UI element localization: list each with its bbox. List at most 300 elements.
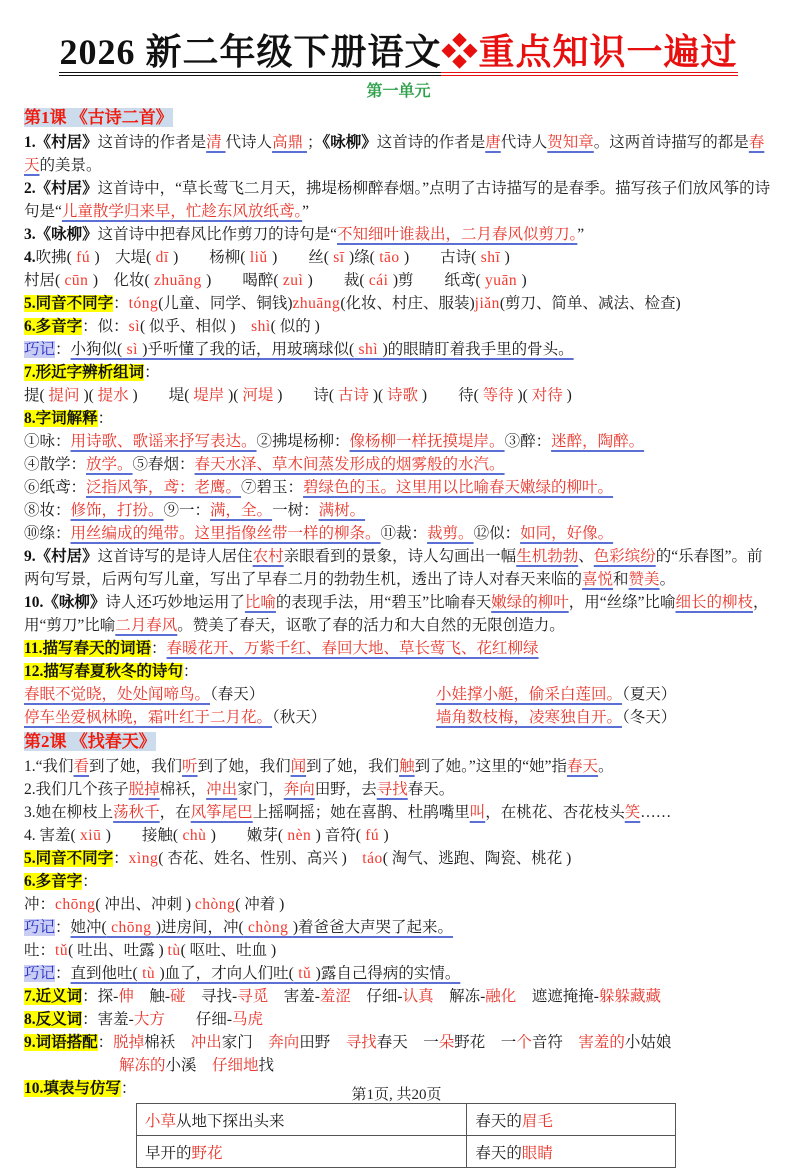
- text-segment: zhuāng: [292, 295, 341, 312]
- text-segment: 诗人还巧妙地运用了: [105, 594, 245, 611]
- table-row: [137, 1104, 676, 1136]
- document-body: [24, 105, 773, 1168]
- text-segment: 吐：: [24, 942, 56, 959]
- text-segment: ( 杏花、姓名、性别、高兴 ): [158, 850, 363, 867]
- text-segment: ): [521, 272, 527, 289]
- text-segment: 3.《咏柳》: [24, 226, 98, 243]
- text-segment: 。这两首诗描写的都是: [593, 134, 749, 151]
- text-segment: shì: [251, 318, 271, 335]
- text-segment: zuì: [278, 272, 308, 289]
- text-segment: 10.填表与仿写: [24, 1080, 121, 1097]
- text-segment: 野花: [191, 1144, 223, 1162]
- lesson-heading: [24, 105, 773, 131]
- text-segment: 风筝尾巴: [190, 804, 253, 821]
- text-segment: 。: [659, 571, 676, 588]
- text-segment: 棉袄: [144, 1034, 191, 1051]
- text-segment: ④散学：: [24, 456, 87, 473]
- text-segment: （秋天）: [272, 709, 327, 726]
- text-segment: 直到他吐(: [70, 965, 138, 982]
- text-segment: ⑧妆：: [24, 502, 71, 519]
- text-segment: dī: [151, 249, 174, 266]
- text-segment: 荡秋千: [113, 804, 160, 821]
- text-line: [24, 637, 773, 660]
- text-segment: ”: [577, 226, 585, 243]
- text-segment: 第1课 《古诗二首》: [24, 108, 173, 127]
- text-line: [24, 683, 773, 706]
- poem-left-column: [24, 706, 436, 729]
- text-segment: ：: [55, 919, 71, 936]
- text-segment: )剪 纸鸢(: [392, 272, 481, 289]
- text-line: [24, 1008, 773, 1031]
- text-segment: 9.词语搭配: [24, 1034, 98, 1051]
- diamond-icon: ❖: [441, 32, 478, 76]
- text-segment: xìng: [128, 850, 159, 867]
- text-segment: 春天: [24, 134, 765, 174]
- text-segment: 闻: [290, 758, 307, 775]
- text-segment: 6.多音字: [24, 873, 83, 890]
- text-segment: (儿童、同学、铜钱): [158, 295, 293, 312]
- text-segment: 的“乐春图”。前两句写景，后两句写儿童，写出了早春二月的勃勃生机，透出了诗人对春天来临的: [24, 548, 763, 588]
- text-segment: 这首诗写的是诗人居住: [97, 548, 253, 565]
- text-segment: 巧记: [24, 919, 56, 936]
- text-segment: 碧绿色的玉。这里用以比喻春天嫩绿的柳叶。: [303, 479, 614, 496]
- text-segment: 脱掉: [113, 1034, 145, 1051]
- text-segment: 2.我们几个孩子: [24, 781, 129, 798]
- text-segment: fú: [360, 827, 384, 844]
- text-line: [24, 985, 773, 1008]
- text-segment: 这首诗中把春风比作剪刀的诗句是“: [97, 226, 338, 243]
- text-segment: ) 喝醉(: [206, 272, 279, 289]
- text-segment: 冲：: [24, 896, 56, 913]
- text-segment: 棉袄，: [159, 781, 207, 798]
- text-line: [24, 870, 773, 893]
- text-segment: 用丝编成的绳带。这里指像丝带一样的柳条。: [70, 525, 381, 542]
- text-segment: ) 大堤(: [94, 249, 152, 266]
- text-line: [24, 430, 773, 453]
- text-segment: 5.同音不同字: [24, 850, 114, 867]
- text-segment: 奔向: [268, 1034, 300, 1051]
- text-segment: ) 待(: [421, 387, 479, 404]
- text-segment: )血了，才向人们吐(: [159, 965, 294, 982]
- text-segment: 6.多音字: [24, 318, 83, 335]
- text-segment: ”: [302, 203, 310, 220]
- text-line: [24, 476, 773, 499]
- text-segment: 放学。: [86, 456, 133, 473]
- text-segment: 眼睛: [521, 1144, 553, 1162]
- text-segment: 8.反义词: [24, 1011, 83, 1028]
- text-segment: )绦(: [348, 249, 375, 266]
- text-segment: 寻找: [376, 781, 408, 798]
- text-segment: 寻找: [345, 1034, 377, 1051]
- text-segment: 家门，: [237, 781, 284, 798]
- text-segment: 躲躲藏藏: [598, 988, 661, 1005]
- text-segment: 细长的柳枝: [675, 594, 753, 611]
- text-segment: 8.字词解释: [24, 410, 98, 427]
- text-segment: 羞涩: [319, 988, 351, 1005]
- text-segment: 、: [578, 548, 594, 565]
- text-segment: yuān: [480, 272, 522, 289]
- text-segment: 春暖花开、万紫千红、春回大地、草长莺飞、花红柳绿: [166, 640, 539, 657]
- text-segment: )(: [517, 387, 528, 404]
- text-segment: ( 呕吐、吐血 ): [180, 942, 277, 959]
- text-segment: 的表现手法，用“碧玉”比喻春天: [275, 594, 492, 611]
- text-segment: 色彩缤纷: [593, 548, 656, 565]
- text-segment: 像杨柳一样抚摸堤岸。: [349, 433, 505, 450]
- text-segment: 碰: [170, 988, 186, 1005]
- text-segment: 一树：: [272, 502, 319, 519]
- text-segment: ( 淘气、逃跑、陶瓷、桃花 ): [382, 850, 572, 867]
- text-segment: ⑤春烟：: [132, 456, 195, 473]
- text-segment: ⑪裁：: [380, 525, 428, 542]
- text-segment: 提问: [44, 387, 84, 404]
- text-segment: ③醉：: [504, 433, 552, 450]
- text-segment: ：似：: [82, 318, 129, 335]
- text-segment: ……: [640, 804, 672, 821]
- page-title: [28, 30, 769, 75]
- text-segment: 10.《咏柳》: [24, 594, 106, 611]
- text-segment: ：害羞-: [82, 1011, 134, 1028]
- text-segment: chòng: [194, 896, 236, 913]
- text-segment: sì: [122, 341, 143, 358]
- text-segment: ：: [97, 410, 114, 427]
- text-segment: ，用“剪刀”比喻: [24, 594, 769, 634]
- text-segment: 7.近义词: [24, 988, 83, 1005]
- text-segment: 春天的: [475, 1112, 522, 1130]
- text-segment: xiū: [75, 827, 106, 844]
- text-segment: 这首诗的作者是: [376, 134, 486, 151]
- text-segment: 如同，好像。: [520, 525, 614, 542]
- text-segment: 春天的: [475, 1144, 522, 1162]
- table-cell: [137, 1136, 467, 1168]
- text-segment: 3.她在柳枝上: [24, 804, 114, 821]
- text-segment: liǔ: [245, 249, 273, 266]
- unit-header: 第一单元: [366, 83, 431, 100]
- text-segment: tāo: [374, 249, 404, 266]
- text-line: [24, 1031, 773, 1054]
- text-segment: ②拂堤杨柳：: [256, 433, 350, 450]
- text-segment: 这首诗中，“草长莺飞二月天，拂堤杨柳醉春烟。”点明了古诗描写的是春季。描写孩子们放风筝的诗句是“: [24, 180, 771, 220]
- text-segment: shī: [476, 249, 505, 266]
- text-segment: sī: [328, 249, 349, 266]
- table-row: [137, 1136, 676, 1168]
- text-line: [24, 177, 773, 223]
- text-segment: ( 冲着 ): [235, 896, 285, 913]
- text-segment: 从地下探出头来: [176, 1112, 285, 1130]
- text-segment: 到了她，我们: [197, 758, 291, 775]
- text-segment: （春天）: [210, 686, 265, 703]
- text-segment: 小娃撑小艇，偷采白莲回。: [435, 686, 622, 703]
- text-segment: 春天: [567, 758, 599, 775]
- text-segment: 寻觅: [237, 988, 269, 1005]
- text-line: [24, 223, 773, 246]
- text-line: [24, 499, 773, 522]
- text-line: [24, 962, 773, 985]
- text-segment: 她冲(: [70, 919, 107, 936]
- text-line: [24, 916, 773, 939]
- text-segment: 早开的: [145, 1144, 192, 1162]
- text-segment: 笑: [624, 804, 641, 821]
- text-segment: 春天。: [407, 781, 455, 798]
- poem-right-column: [436, 706, 773, 729]
- text-line: [24, 1054, 773, 1077]
- text-segment: 村居(: [24, 272, 61, 289]
- text-segment: 亲眼看到的景象，诗人勾画出一幅: [283, 548, 517, 565]
- text-segment: 4.: [24, 249, 36, 266]
- text-line: [24, 801, 773, 824]
- text-segment: ⑩绦：: [24, 525, 71, 542]
- text-line: [24, 453, 773, 476]
- text-segment: 迷醉，陶醉。: [551, 433, 645, 450]
- text-segment: tù: [137, 965, 160, 982]
- text-segment: tǔ: [293, 965, 316, 982]
- text-segment: ⑥纸鸢：: [24, 479, 87, 496]
- text-segment: 春天水泽、草木间蒸发形成的烟雾般的水汽。: [194, 456, 505, 473]
- text-segment: 看: [73, 758, 90, 775]
- text-segment: 喜悦: [582, 571, 614, 588]
- text-segment: )着爸爸大声哭了起来。: [292, 919, 453, 936]
- text-segment: ( 似乎、相似 ): [140, 318, 252, 335]
- text-line: [24, 315, 773, 338]
- text-segment: 马虎: [232, 1011, 264, 1028]
- text-segment: cūn: [60, 272, 93, 289]
- text-segment: ) 裁(: [307, 272, 365, 289]
- text-line: [24, 269, 773, 292]
- text-segment: 个: [516, 1034, 532, 1051]
- text-line: [24, 407, 773, 430]
- text-segment: 唐: [485, 134, 501, 151]
- text-segment: 比喻: [244, 594, 276, 611]
- text-segment: 代诗人: [225, 134, 273, 151]
- text-segment: ，用“丝绦”比喻: [568, 594, 676, 611]
- text-segment: )(: [372, 387, 384, 404]
- text-segment: )(: [83, 387, 94, 404]
- text-segment: ) 化妆(: [92, 272, 150, 289]
- text-segment: 二月春风: [115, 617, 178, 634]
- text-segment: 大方: [133, 1011, 165, 1028]
- text-segment: 贺知章: [547, 134, 594, 151]
- text-line: [24, 660, 773, 683]
- text-segment: )进房间，冲(: [155, 919, 244, 936]
- text-segment: 野花 一: [454, 1034, 517, 1051]
- text-line: [24, 545, 773, 591]
- text-segment: 认真: [402, 988, 434, 1005]
- text-segment: 听: [182, 758, 198, 775]
- text-segment: 叫: [469, 804, 486, 821]
- text-segment: ): [383, 827, 389, 844]
- text-segment: 到了她。”这里的“她”指: [414, 758, 568, 775]
- text-segment: )乎听懂了我的话，用玻璃球似(: [142, 341, 355, 358]
- text-segment: 裁剪。: [427, 525, 474, 542]
- text-segment: 泛指风筝，鸢：老鹰。: [86, 479, 242, 496]
- text-segment: 等待: [478, 387, 518, 404]
- text-segment: （冬天）: [621, 709, 677, 726]
- text-line: [24, 522, 773, 545]
- text-segment: 田野，去: [314, 781, 377, 798]
- text-segment: ( 似的 ): [270, 318, 320, 335]
- text-segment: 5.同音不同字: [24, 295, 114, 312]
- text-segment: chōng: [55, 896, 96, 913]
- text-segment: ：探-: [82, 988, 119, 1005]
- text-segment: 的美景。: [39, 157, 102, 174]
- text-line: [24, 847, 773, 870]
- text-segment: 不知细叶谁裁出，二月春风似剪刀。: [337, 226, 578, 243]
- text-segment: ；: [306, 134, 323, 151]
- text-segment: táo: [362, 850, 383, 867]
- text-segment: 小狗似(: [70, 341, 123, 358]
- title-text-black: 2026 新二年级下册语文: [59, 32, 441, 76]
- text-segment: 寻找-: [185, 988, 238, 1005]
- text-segment: ) 音符(: [315, 827, 361, 844]
- text-segment: ：: [55, 965, 71, 982]
- text-segment: ：: [55, 341, 71, 358]
- text-segment: 提(: [24, 387, 45, 404]
- text-segment: 满，全。: [210, 502, 273, 519]
- text-segment: 春天 一: [376, 1034, 439, 1051]
- text-segment: sì: [128, 318, 140, 335]
- text-segment: ( 冲出、冲刺 ): [95, 896, 195, 913]
- text-segment: 小姑娘: [624, 1034, 672, 1051]
- text-segment: ，在桃花、杏花枝头: [485, 804, 625, 821]
- text-segment: tù: [167, 942, 181, 959]
- text-segment: 解冻-: [433, 988, 486, 1005]
- text-line: [24, 131, 773, 177]
- table-cell: [137, 1104, 467, 1136]
- text-segment: ): [504, 249, 510, 266]
- text-segment: )露自己得病的实情。: [315, 965, 461, 982]
- text-segment: 停车坐爱枫林晚，霜叶红于二月花。: [24, 709, 273, 726]
- text-segment: ) 接触(: [105, 827, 179, 844]
- text-segment: (化妆、村庄、服装): [340, 295, 475, 312]
- text-segment: ( 吐出、吐露 ): [68, 942, 168, 959]
- page-number: 第1页, 共20页: [351, 1087, 442, 1103]
- text-segment: (剪刀、简单、减法、检查): [499, 295, 681, 312]
- text-segment: 眉毛: [521, 1112, 553, 1130]
- text-segment: ：: [151, 640, 167, 657]
- text-segment: 赞美: [628, 571, 660, 588]
- text-segment: nèn: [283, 827, 316, 844]
- text-segment: 农村: [252, 548, 284, 565]
- text-segment: tóng: [128, 295, 159, 312]
- text-line: [24, 755, 773, 778]
- text-segment: 1.“我们: [24, 758, 74, 775]
- text-segment: 害羞-: [268, 988, 320, 1005]
- lesson-heading: [24, 729, 773, 755]
- text-segment: 2.《村居》: [24, 180, 98, 197]
- text-segment: ) 杨柳(: [173, 249, 246, 266]
- text-line: [24, 824, 773, 847]
- text-segment: 9.《村居》: [24, 548, 98, 565]
- text-segment: 。: [598, 758, 614, 775]
- text-line: [24, 246, 773, 269]
- text-segment: （夏天）: [621, 686, 677, 703]
- text-segment: )的眼睛盯着我手里的骨头。: [382, 341, 574, 358]
- text-segment: 7.形近字辨析组词: [24, 364, 145, 381]
- text-segment: 11.描写春天的词语: [24, 640, 152, 657]
- text-segment: 触: [399, 758, 415, 775]
- text-segment: shì: [354, 341, 383, 358]
- text-segment: fú: [71, 249, 95, 266]
- text-segment: 代诗人: [500, 134, 548, 151]
- text-segment: 伸: [118, 988, 134, 1005]
- poem-left-column: [24, 683, 436, 706]
- text-segment: 嫩绿的柳叶: [491, 594, 569, 611]
- text-segment: tǔ: [55, 942, 69, 959]
- text-segment: 巧记: [24, 965, 56, 982]
- fill-table: [136, 1103, 676, 1168]
- text-segment: ：: [97, 1034, 114, 1051]
- text-segment: zhuāng: [149, 272, 207, 289]
- text-segment: cái: [364, 272, 393, 289]
- text-segment: 到了她，我们: [89, 758, 183, 775]
- text-segment: 墙角数枝梅，凌寒独自开。: [435, 709, 622, 726]
- text-segment: 仔细-: [164, 1011, 232, 1028]
- text-line: [24, 338, 773, 361]
- text-segment: 冲出: [190, 1034, 222, 1051]
- text-segment: ) 堤(: [132, 387, 190, 404]
- poem-right-column: [436, 683, 773, 706]
- text-segment: 12.描写春夏秋冬的诗句: [24, 663, 183, 680]
- text-segment: ) 嫩芽(: [210, 827, 284, 844]
- text-segment: 小草: [145, 1112, 177, 1130]
- text-segment: ) 丝(: [272, 249, 329, 266]
- text-segment: chōng: [106, 919, 156, 936]
- text-segment: 堤岸: [189, 387, 229, 404]
- text-segment: 诗歌: [383, 387, 422, 404]
- text-segment: )(: [228, 387, 239, 404]
- text-segment: 家门: [221, 1034, 269, 1051]
- text-segment: 上摇啊摇；她在喜鹊、杜鹃嘴里: [252, 804, 470, 821]
- text-line: [24, 591, 773, 637]
- text-segment: 河堤: [238, 387, 278, 404]
- text-segment: ⑨一：: [163, 502, 211, 519]
- text-segment: ：: [113, 850, 129, 867]
- text-segment: ①咏：: [24, 433, 71, 450]
- text-segment: 吹拂(: [35, 249, 72, 266]
- text-line: [24, 361, 773, 384]
- text-segment: ：: [113, 295, 129, 312]
- text-segment: 遮遮掩掩-: [516, 988, 599, 1005]
- text-segment: 触-: [133, 988, 170, 1005]
- text-segment: 解冻的: [119, 1057, 166, 1074]
- text-segment: 田野: [299, 1034, 346, 1051]
- text-segment: ：: [144, 364, 160, 381]
- text-line: [24, 893, 773, 916]
- table-cell: [467, 1104, 676, 1136]
- text-segment: 到了她，我们: [306, 758, 400, 775]
- text-segment: 朵: [438, 1034, 455, 1051]
- text-line: [24, 292, 773, 315]
- text-segment: 用诗歌、歌谣来抒写表达。: [70, 433, 257, 450]
- text-line: [24, 706, 773, 729]
- text-segment: ): [566, 387, 572, 404]
- table-cell: [467, 1136, 676, 1168]
- text-segment: 修饰，打扮。: [70, 502, 164, 519]
- text-segment: 冲出: [206, 781, 238, 798]
- text-segment: 古诗: [334, 387, 373, 404]
- text-segment: ⑦碧玉：: [241, 479, 304, 496]
- text-segment: 。赞美了春天，讴歌了春的活力和大自然的无限创造力。: [177, 617, 565, 634]
- text-segment: chòng: [243, 919, 293, 936]
- text-segment: 儿童散学归来早，忙趁东风放纸鸢。: [61, 203, 303, 220]
- text-segment: chù: [178, 827, 211, 844]
- text-segment: 提水: [93, 387, 133, 404]
- text-line: [24, 778, 773, 801]
- text-line: [24, 384, 773, 407]
- text-segment: 奔向: [283, 781, 315, 798]
- text-segment: 4. 害羞(: [24, 827, 76, 844]
- text-segment: 找: [258, 1057, 275, 1074]
- text-segment: ，在: [159, 804, 191, 821]
